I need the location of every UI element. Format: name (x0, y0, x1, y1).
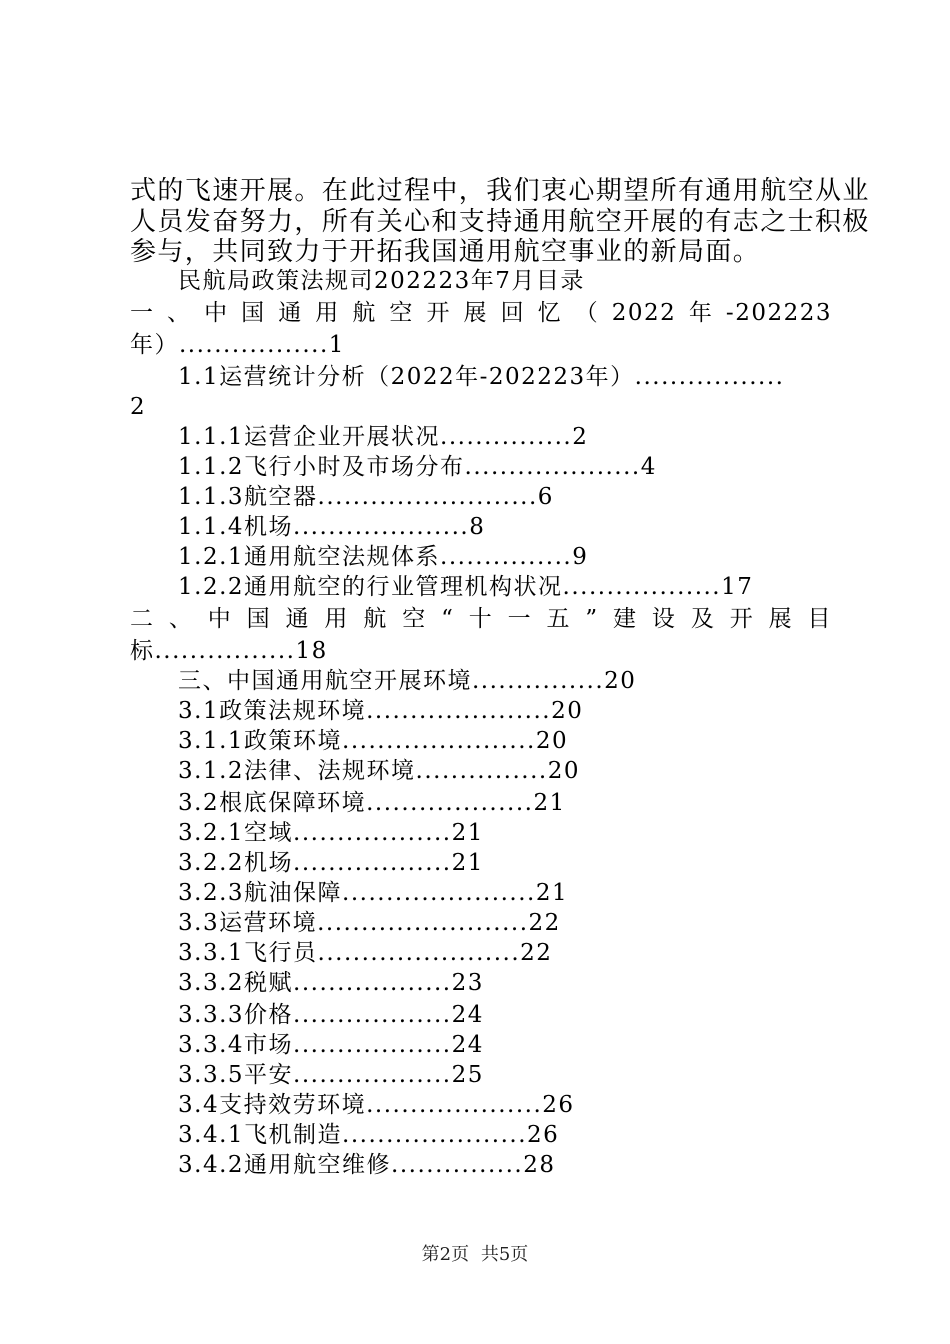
toc-entry-2-cont: 标................18 (130, 638, 328, 664)
toc-entry: 3.4支持效劳环境....................26 (178, 1092, 575, 1118)
toc-entry: 1.2.1通用航空法规体系...............9 (178, 544, 589, 570)
toc-entry: 1.1.3航空器.........................6 (178, 484, 554, 510)
toc-entry: 3.1.1政策环境......................20 (178, 728, 569, 754)
toc-entry-3: 三、中国通用航空开展环境...............20 (178, 668, 637, 694)
closing-paragraph (130, 176, 870, 268)
toc-entry: 3.2.1空域..................21 (178, 820, 484, 846)
toc-entry: 3.2.2机场..................21 (178, 850, 484, 876)
toc-entry: 3.3.5平安..................25 (178, 1062, 484, 1088)
page-total: 共5页 (480, 1244, 529, 1265)
toc-entry-1: 一、中国通用航空开展回忆（2022年-202223 (130, 300, 832, 326)
toc-entry: 3.1.2法律、法规环境...............20 (178, 758, 580, 784)
toc-entry: 3.3.4市场..................24 (178, 1032, 484, 1058)
signature-line: 民航局政策法规司202223年7月目录 (178, 268, 585, 294)
toc-entry: 3.3.3价格..................24 (178, 1002, 484, 1028)
toc-entry: 1.1.4机场....................8 (178, 514, 486, 540)
page-footer (0, 1240, 950, 1266)
toc-entry-1-cont: 年）.................1 (130, 332, 345, 358)
page-number: 第2页 (421, 1244, 470, 1265)
toc-entry-1-1: 1.1运营统计分析（2022年-202223年）................. (178, 364, 785, 390)
toc-entry-1-1-cont: 2 (130, 394, 147, 420)
toc-entry: 3.1政策法规环境.....................20 (178, 698, 584, 724)
toc-entry: 1.1.1运营企业开展状况...............2 (178, 424, 589, 450)
paragraph-line: 式的飞速开展。在此过程中，我们衷心期望所有通用航空从业 (130, 176, 870, 206)
toc-entry: 3.2根底保障环境...................21 (178, 790, 566, 816)
paragraph-line: 参与，共同致力于开拓我国通用航空事业的新局面。 (130, 237, 761, 267)
toc-entry: 3.3运营环境........................22 (178, 910, 561, 936)
toc-entry: 3.2.3航油保障......................21 (178, 880, 569, 906)
toc-entry: 3.4.1飞机制造.....................26 (178, 1122, 560, 1148)
paragraph-line: 人员发奋努力，所有关心和支持通用航空开展的有志之士积极 (130, 206, 870, 237)
toc-entry: 1.2.2通用航空的行业管理机构状况..................17 (178, 574, 754, 600)
toc-entry: 3.3.1飞行员.......................22 (178, 940, 553, 966)
toc-entry: 1.1.2飞行小时及市场分布....................4 (178, 454, 657, 480)
toc-entry-2: 二、中国通用航空“十一五”建设及开展目 (130, 606, 832, 632)
toc-entry: 3.4.2通用航空维修...............28 (178, 1152, 556, 1178)
toc-entry: 3.3.2税赋..................23 (178, 970, 484, 996)
